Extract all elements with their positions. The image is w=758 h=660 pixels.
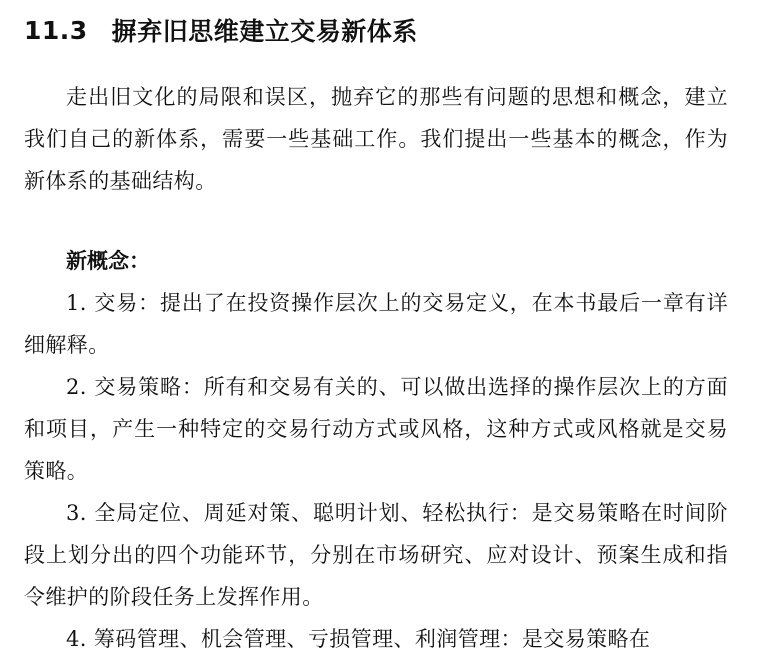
section-heading xyxy=(24,8,418,52)
concept-item-3: 3. 全局定位、周延对策、聪明计划、轻松执行：是交易策略在时间阶段上划分出的四个功能环节，分别在市场研究、应对设计、预案生成和指令维护的阶段任务上发挥作用。 xyxy=(24,501,728,609)
concept-item-1: 1. 交易：提出了在投资操作层次上的交易定义，在本书最后一章有详细解释。 xyxy=(24,291,728,357)
concepts-heading: 新概念： xyxy=(66,249,150,273)
concept-item-2: 2. 交易策略：所有和交易有关的、可以做出选择的操作层次上的方面和项目，产生一种特定的交易行动方式或风格，这种方式或风格就是交易策略。 xyxy=(24,375,728,483)
section-number: 11.3 xyxy=(24,15,88,45)
concept-item-4: 4. 筹码管理、机会管理、亏损管理、利润管理：是交易策略在 xyxy=(66,627,651,651)
intro-paragraph: 走出旧文化的局限和误区，抛弃它的那些有问题的思想和概念，建立我们自己的新体系，需要一些基础工作。我们提出一些基本的概念，作为新体系的基础结构。 xyxy=(24,85,728,193)
section-title: 摒弃旧思维建立交易新体系 xyxy=(111,17,418,46)
body-text xyxy=(24,76,728,660)
